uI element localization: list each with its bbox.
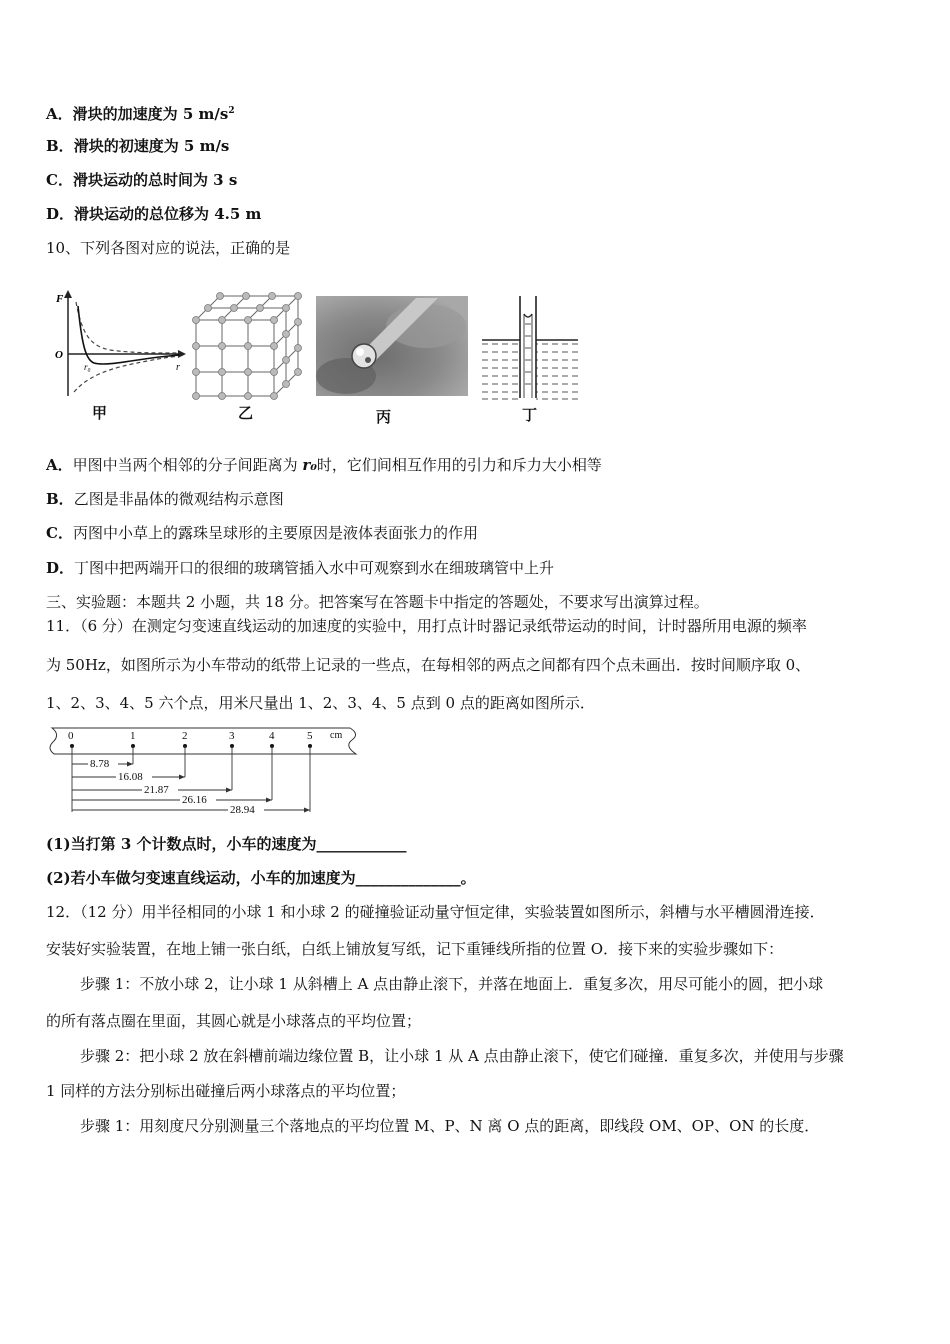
q12-line1: 12．（12 分）用半径相同的小球 1 和小球 2 的碰撞验证动量守恒定律，实验装置如图所示，斜槽与水平槽圆滑连接．: [46, 903, 825, 921]
dewdrop-photo: [316, 296, 468, 396]
tape-point-label-5: 5: [307, 730, 313, 742]
tape-point-label-3: 3: [229, 730, 235, 742]
tape-distance-label-1: 8.78: [90, 758, 110, 770]
graph-x-label: r: [176, 362, 180, 373]
figure-caption-jia: 甲: [92, 404, 108, 422]
q10-option-a: A．甲图中当两个相邻的分子间距离为 r₀时，它们间相互作用的引力和斥力大小相等: [46, 456, 602, 474]
q10-option-c: C．丙图中小草上的露珠呈球形的主要原因是液体表面张力的作用: [46, 524, 478, 542]
tape-point-label-2: 2: [182, 730, 188, 742]
tape-point-label-4: 4: [269, 730, 275, 742]
q12-step1-line2: 的所有落点圈在里面，其圆心就是小球落点的平均位置；: [46, 1012, 422, 1030]
q10-option-b: B．乙图是非晶体的微观结构示意图: [46, 490, 284, 508]
paper-tape-figure: [44, 724, 364, 816]
tape-unit-label: cm: [330, 730, 343, 741]
q11-sub1: (1)当打第 3 个计数点时，小车的速度为____________: [46, 835, 407, 853]
section3-heading: 三、实验题：本题共 2 小题，共 18 分。把答案写在答题卡中指定的答题处，不要求写出演算过程。: [46, 593, 709, 611]
tape-distance-label-5: 28.94: [230, 804, 255, 816]
figure-caption-yi: 乙: [238, 404, 254, 422]
graph-origin-label: O: [55, 349, 63, 361]
tape-distance-label-4: 26.16: [182, 794, 207, 806]
q12-step3: 步骤 1：用刻度尺分别测量三个落地点的平均位置 M、P、N 离 O 点的距离，即线段 OM、OP、ON 的长度．: [80, 1117, 820, 1135]
q12-step1-line1: 步骤 1：不放小球 2，让小球 1 从斜槽上 A 点由静止滚下，并落在地面上．重复多次，用尽可能小的圆，把小球: [80, 975, 824, 993]
q9-option-b: B．滑块的初速度为 5 m/s: [46, 137, 230, 155]
figure-caption-bing: 丙: [376, 408, 392, 426]
q9-option-d: D．滑块运动的总位移为 4.5 m: [46, 205, 262, 223]
q11-sub2: (2)若小车做匀变速直线运动，小车的加速度为______________。: [46, 869, 476, 887]
tape-distance-label-2: 16.08: [118, 771, 143, 783]
q11-line3: 1、2、3、4、5 六个点，用米尺量出 1、2、3、4、5 点到 0 点的距离如图所示．: [46, 694, 595, 712]
molecular-force-graph: [52, 288, 188, 400]
q12-step2-line2: 1 同样的方法分别标出碰撞后两小球落点的平均位置；: [46, 1082, 406, 1100]
q10-option-d: D．丁图中把两端开口的很细的玻璃管插入水中可观察到水在细玻璃管中上升: [46, 559, 555, 577]
q9-option-a: A．滑块的加速度为 5 $m/s^2$: [46, 105, 235, 123]
graph-y-label: F: [56, 293, 64, 305]
q10-stem: 10、下列各图对应的说法，正确的是: [46, 239, 291, 257]
q11-line1: 11．（6 分）在测定匀变速直线运动的加速度的实验中，用打点计时器记录纸带运动的时间，计时器所用电源的频率: [46, 617, 807, 635]
q12-step2-line1: 步骤 2：把小球 2 放在斜槽前端边缘位置 B，让小球 1 从 A 点由静止滚下，使它们碰撞．重复多次，并使用与步骤: [80, 1047, 844, 1065]
capillary-tube-figure: [480, 294, 580, 402]
q11-line2: 为 50Hz，如图所示为小车带动的纸带上记录的一些点，在每相邻的两点之间都有四个点未画出．按时间顺序取 0、: [46, 656, 811, 674]
q9-option-c: C．滑块运动的总时间为 3 s: [46, 171, 238, 189]
figure-caption-ding: 丁: [522, 406, 538, 424]
net-force-curve: [78, 306, 180, 364]
graph-r0-label: r₀: [84, 362, 91, 372]
dewdrop: [352, 344, 376, 368]
tape-point-label-0: 0: [68, 730, 74, 742]
tape-point-label-1: 1: [130, 730, 136, 742]
q12-line2: 安装好实验装置，在地上铺一张白纸，白纸上铺放复写纸，记下重锤线所指的位置 O．接下来的实验步骤如下：: [46, 940, 784, 958]
tape-distance-label-3: 21.87: [144, 784, 169, 796]
repulsive-force-curve: [76, 302, 180, 353]
crystal-lattice-figure: [190, 290, 310, 400]
